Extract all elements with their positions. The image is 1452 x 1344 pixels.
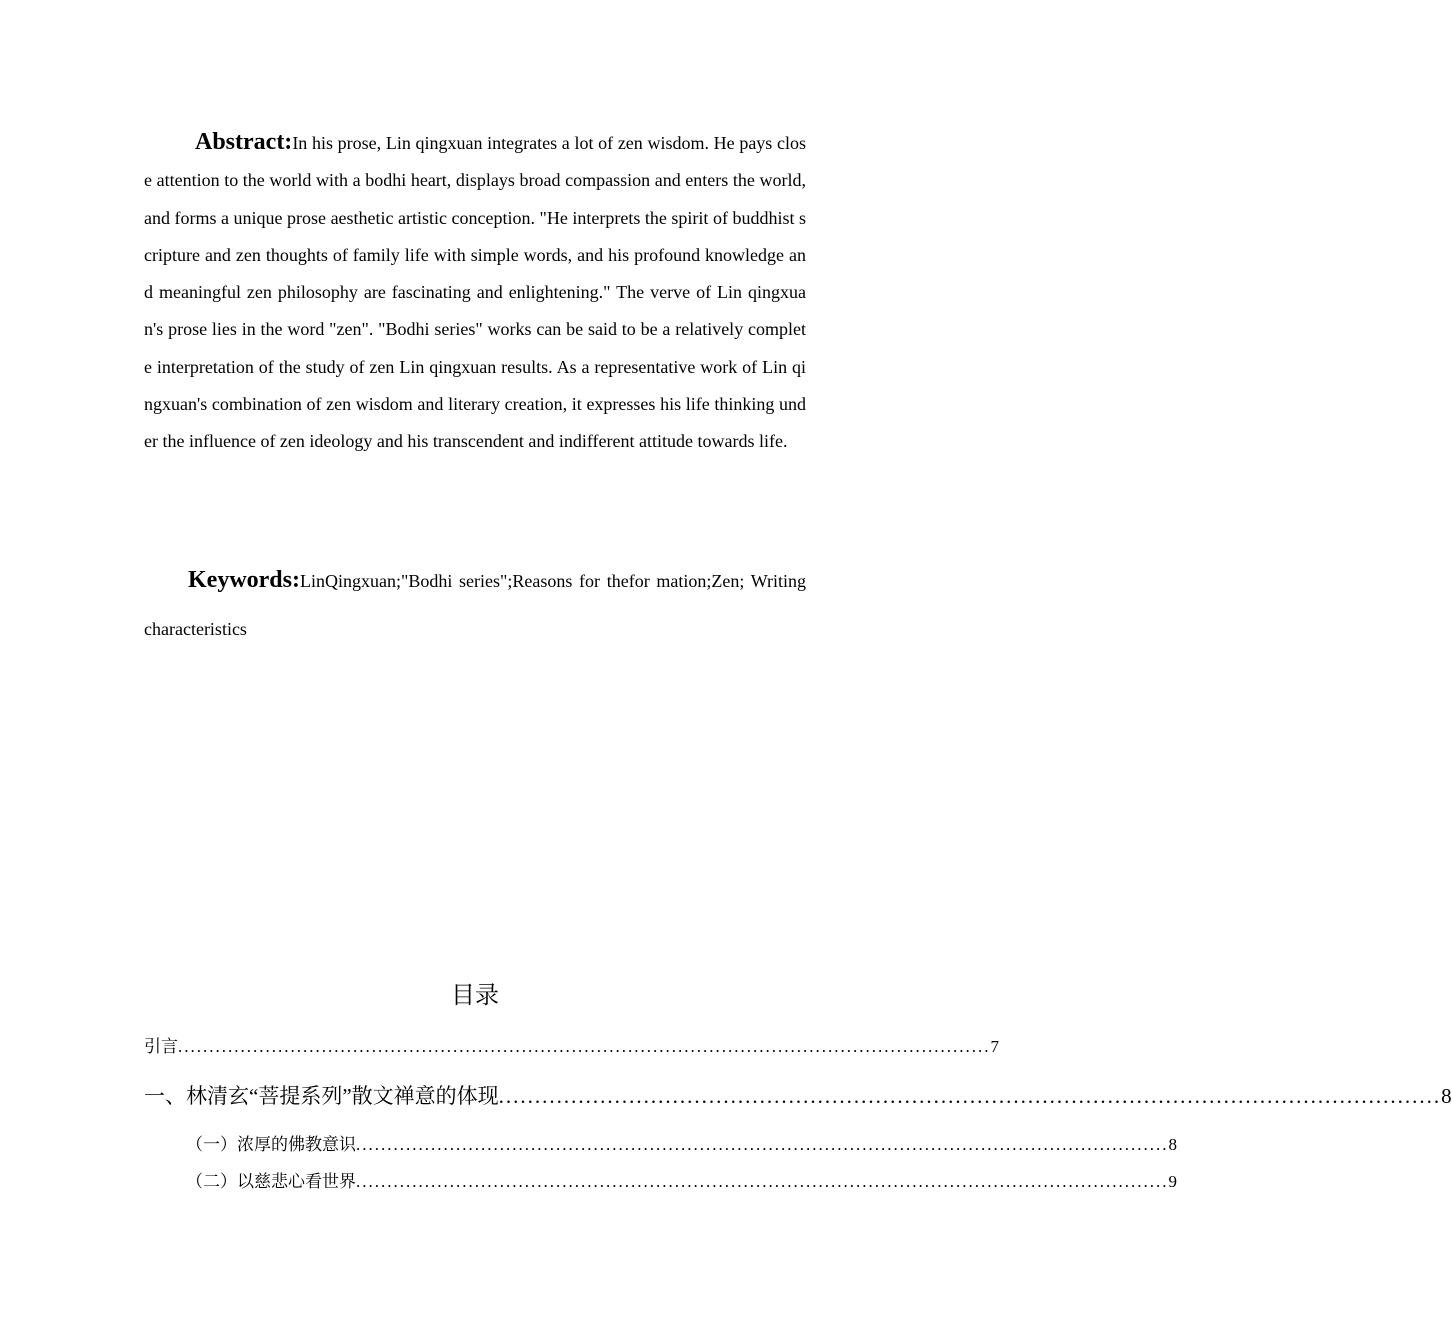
toc-dot-leader: .................................................................................................................................. <box>498 1084 1442 1108</box>
toc-entry-label: 引言 <box>144 1037 178 1056</box>
toc-entry-chapter-1[interactable] <box>144 1080 1452 1112</box>
toc-dot-leader: .................................................................................................................................. <box>356 1135 1169 1154</box>
toc-page-number: 8 <box>1168 1135 1177 1154</box>
toc-dot-leader: .................................................................................................................................. <box>178 1037 991 1056</box>
abstract-text: In his prose, Lin qingxuan integrates a lot of zen wisdom. He pays close attention to the world with a bodhi heart, displays broad compassion and enters the world, and forms a unique prose aesthetic artistic conception. "He interprets the spirit of buddhist scripture and zen thoughts of family life with simple words, and his profound knowledge and meaningful zen philosophy are fascinating and enlightening." The verve of Lin qingxuan's prose lies in the word "zen". "Bodhi series" works can be said to be a relatively complete interpretation of the study of zen Lin qingxuan results. As a representative work of Lin qingxuan's combination of zen wisdom and literary creation, it expresses his life thinking under the influence of zen ideology and his transcendent and indifferent attitude towards life. <box>144 133 806 452</box>
toc-entry-number: 一、 <box>144 1084 186 1108</box>
keywords-text: LinQingxuan;"Bodhi series";Reasons for thefor mation;Zen; Writing characteristics <box>144 571 806 639</box>
abstract-label: Abstract: <box>195 129 293 155</box>
keywords-paragraph <box>144 556 806 653</box>
toc-entry-label: 浓厚的佛教意识 <box>237 1135 356 1154</box>
toc-dot-leader: .................................................................................................................................. <box>356 1172 1169 1191</box>
toc-entry-label: 以慈悲心看世界 <box>237 1172 356 1191</box>
toc-page-number: 9 <box>1168 1172 1177 1191</box>
toc-entry-number: （二） <box>186 1172 237 1191</box>
toc-entry-label: 林清玄“菩提系列”散文禅意的体现 <box>186 1084 499 1108</box>
abstract-paragraph <box>144 124 806 461</box>
toc-page-number: 8 <box>1441 1084 1452 1108</box>
toc-entry-number: （一） <box>186 1135 237 1154</box>
toc-entry-section-1-2[interactable] <box>186 1169 1177 1195</box>
toc-page-number: 7 <box>990 1037 999 1056</box>
toc-entry-section-1-1[interactable] <box>186 1132 1177 1158</box>
toc-entry-intro[interactable] <box>144 1034 999 1060</box>
keywords-label: Keywords: <box>188 567 300 593</box>
toc-title: 目录 <box>451 983 499 1009</box>
